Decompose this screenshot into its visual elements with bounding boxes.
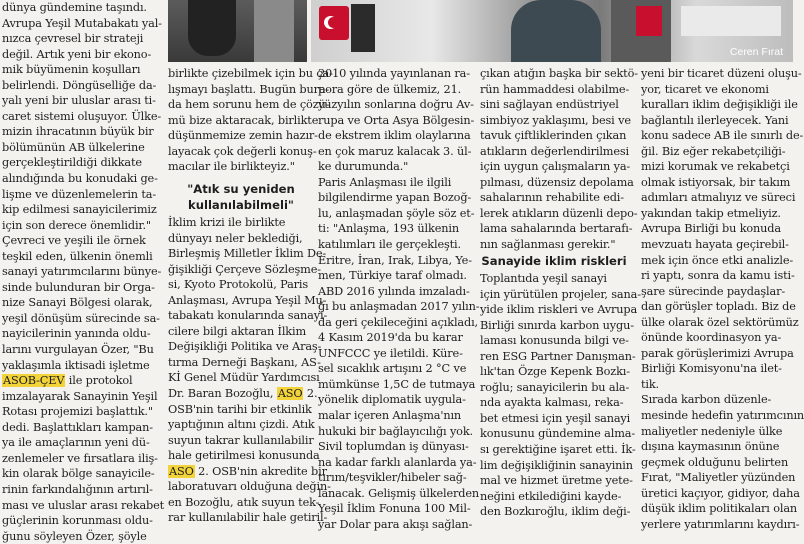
text-line: mevzuatı hayata geçirebil- xyxy=(641,238,789,252)
text-line: lerek atıkların düzenli depo- xyxy=(480,206,638,220)
text-line: yönelik diplomatik uygula- xyxy=(318,393,466,407)
text-line: malar içeren Anlaşma'nın xyxy=(318,409,462,423)
text-line: yor, ticaret ve ekonomi xyxy=(641,82,769,96)
text-line: ri yaptı, sonra da kamu isti- xyxy=(641,269,795,283)
text-line: güçlerinin korunması oldu- xyxy=(2,514,153,528)
text-line: dedi. Başlattıkları kampan- xyxy=(2,420,153,434)
text-line: Sırada karbon düzenle- xyxy=(641,393,772,407)
text-line: ğı bu anlaşmadan 2017 yılın- xyxy=(318,300,480,314)
text-line: bilgilendirme yapan Bozoğ- xyxy=(318,191,472,205)
article-column-1 xyxy=(2,0,165,543)
text-line: Sivil toplumdan iş dünyası- xyxy=(318,440,469,454)
column-3-text-a xyxy=(318,66,480,532)
text-line: dan görüşler topladı. Biz de xyxy=(641,300,796,314)
text-line: suyun takrar kullanılabilir xyxy=(168,433,314,447)
text-line: mümkünse 1,5C de tutmaya xyxy=(318,377,476,391)
column-2-text-a xyxy=(168,66,333,175)
text-line: kip edilmesi sanayicilerimiz xyxy=(2,203,157,217)
text-line: mek için önce etki analizle- xyxy=(641,253,794,267)
text-line: dünyayı neler beklediği, xyxy=(168,231,303,245)
text-line: ması ve uluslar arası rekabet xyxy=(2,498,165,512)
text-line: bet etmesi için yeşil sanayi xyxy=(480,411,631,425)
text-line: ğil. Biz eğer rekabetçiliği- xyxy=(641,144,786,158)
text-line: yalı yeni bir uluslar arası ti- xyxy=(2,94,156,108)
text-line: bağlantılı ilerleyecek. Yani xyxy=(641,113,789,127)
text-line: Toplantıda yeşil sanayi xyxy=(480,272,607,285)
text-line: ti: "Anlaşma, 193 ülkenin xyxy=(318,222,459,236)
article-column-5 xyxy=(641,0,804,531)
text-line: konu sadece AB ile sınırlı de- xyxy=(641,129,804,143)
text-line: atıkların değerlendirilmesi xyxy=(480,144,629,158)
highlight-aso-1: ASO xyxy=(277,387,303,400)
text-line: nda ayakta kalması, reka- xyxy=(480,396,624,410)
text-line: hukuki bir bağlayıcılığı yok. xyxy=(318,424,473,438)
text-line: neğini etkilediğini kayde- xyxy=(480,489,622,503)
text-line: 4 Kasım 2019'da bu karar xyxy=(318,331,463,345)
column-1-highlight-line: ASOB-ÇEV ile protokol xyxy=(3,374,133,388)
text-line: yar Dolar para akışı sağlan- xyxy=(318,517,473,531)
text-line: parak görüşlerimizi Avrupa xyxy=(641,346,794,360)
text-line: belirlendi. Döngüselliğe da- xyxy=(2,78,157,92)
text-line: roğlu; sanayicilerin bu ala- xyxy=(480,380,630,394)
text-line: lık'tan Özge Kepenk Bozkı- xyxy=(480,365,630,379)
text-line: adımları atmalıyız ve süreci xyxy=(641,191,796,205)
text-line: gerçekleştirildiği dikkate xyxy=(2,156,142,170)
subheading-line: "Atık su yeniden xyxy=(187,182,295,196)
text-line: konusunu gündemine alma- xyxy=(480,427,636,441)
text-line: sı gerektiğine işaret etti. İk- xyxy=(480,443,636,457)
text-line: ABD 2016 yılında imzaladı- xyxy=(318,284,470,298)
text-line: mesinde hedefin yatırımcının xyxy=(641,409,804,423)
text-line: yaklaşımla iktisadi işletme xyxy=(2,358,150,372)
text-line: rün hammaddesi olabilme- xyxy=(480,82,630,96)
text-line: için uygun çalışmaların ya- xyxy=(480,160,631,174)
text-line: nın sağlanması gerekir." xyxy=(480,238,616,252)
text-line: lişme ve düzenlemelerin ta- xyxy=(2,187,157,201)
text-line: OSB'nin tarihi bir etkinlik xyxy=(168,402,312,416)
text-line: hale getirilmesi konusunda xyxy=(168,449,320,463)
text-line: macılar ile birlikteyiz." xyxy=(168,160,295,174)
text-line: simbiyoz yaklaşımı, besi ve xyxy=(480,113,631,127)
text-line: mü bize aktaracak, birlikte xyxy=(168,113,319,127)
text-line: lama sahalarında bertarafı- xyxy=(480,222,633,236)
text-line: UNFCCC ye iletildi. Küre- xyxy=(318,346,463,360)
text-line: katılımları ile gerçekleşti. xyxy=(318,238,461,252)
column-4-text-a xyxy=(480,66,638,253)
column-1-text-a xyxy=(2,0,160,373)
column-2-highlight-line-2: ASO 2. OSB'nin akredite bir xyxy=(169,464,327,478)
text-line: mik büyümenin koşulları xyxy=(2,63,141,77)
text-line: tırım/teşvikler/hibeler sağ- xyxy=(318,471,467,485)
text-line: tavuk çiftliklerinden çıkan xyxy=(480,129,627,143)
text-line: çıkan atığın başka bir sektö- xyxy=(480,67,638,80)
text-line: rar kullanılabilir hale getiril- xyxy=(168,511,328,525)
text-line: layacak çok değerli konuş- xyxy=(168,144,317,158)
text-line: değil. Artık yeni bir ekono- xyxy=(2,47,152,61)
text-line: lışmayı başlattı. Bugün bura- xyxy=(168,82,330,96)
text-line: ke durumunda." xyxy=(318,160,409,174)
text-line: zenlemeler ve fırsatlara iliş- xyxy=(2,451,158,465)
text-line: dışına kaymasının önüne xyxy=(641,440,780,454)
text-line: rinin farkındalığının artırıl- xyxy=(2,483,153,497)
article-column-3 xyxy=(318,0,480,531)
text-line: Birliği sınırda karbon uygu- xyxy=(480,318,634,332)
text-line: Birliği Komisyonu'na ilet- xyxy=(641,362,782,376)
text-line: si, Kyoto Protokolü, Paris xyxy=(168,278,309,292)
text-line: laması konusunda bilgi ve- xyxy=(480,334,629,348)
text-line: rupa ve Orta Asya Bölgesin- xyxy=(318,113,475,127)
column-2-highlight-line-1: Dr. Baran Bozoğlu, ASO 2. xyxy=(168,387,318,400)
text-line: kin olarak bölge sanayicile- xyxy=(2,467,155,481)
text-line: İklim krizi ile birlikte xyxy=(168,216,286,229)
text-line: da hem sorunu hem de çözü- xyxy=(168,98,330,112)
text-line: yakından takip etmeliyiz. xyxy=(641,206,781,220)
text-line: laboratuvarı olduğuna değin- xyxy=(168,480,331,494)
text-line: maliyetler nedeniyle ülke xyxy=(641,424,783,438)
text-line: Fırat, "Maliyetler yüzünden xyxy=(641,471,796,485)
text-line: dünya gündemine taşındı. xyxy=(2,1,147,14)
text-line: Avrupa Birliği bu konuda xyxy=(641,222,781,236)
text-line: tırma Derneği Başkanı, AS- xyxy=(168,355,321,369)
text-line: ülke olarak özel sektörümüz xyxy=(641,315,799,329)
column-2-text-b xyxy=(168,215,328,386)
photo-credit: Ceren Fırat xyxy=(729,46,783,58)
text-line: mizi korumak ve rekabetçi xyxy=(641,160,790,174)
column-2-text-d xyxy=(168,479,331,526)
text-line: ren ESG Partner Danışman- xyxy=(480,349,636,363)
text-line: yerlere yatırımlarını kaydırı- xyxy=(641,517,800,531)
text-line: yide iklim riskleri ve Avrupa xyxy=(480,303,638,317)
text-line: yüzyılın sonlarına doğru Av- xyxy=(318,98,474,112)
text-line: Birleşmiş Milletler İklim De- xyxy=(168,247,327,261)
text-line: düşük iklim politikaları olan xyxy=(641,502,798,516)
text-line: nize Sanayi Bölgesi olarak, xyxy=(2,296,153,310)
text-line: ğişikliği Çerçeve Sözleşme- xyxy=(168,262,321,276)
text-line: mizin ihracatının büyük bir xyxy=(2,125,154,139)
text-line: imzalayarak Sanayinin Yeşil xyxy=(2,389,158,403)
text-line: geçmek olduğunu belirten xyxy=(641,455,789,469)
text-line: en çok maruz kalacak 3. ül- xyxy=(318,144,472,158)
text-line: ya ile amaçlarının yeni dü- xyxy=(2,436,150,450)
text-line: mal ve hizmet üretme yete- xyxy=(480,474,633,488)
text-line: Çevreci ve yeşili ile örnek xyxy=(2,234,146,248)
text-line: 2010 yılında yayınlanan ra- xyxy=(318,67,470,80)
text-line: lu, anlaşmadan şöyle söz et- xyxy=(318,206,475,220)
highlight-aso-2: ASO xyxy=(169,464,194,478)
text-line: sel sıcaklık artışını 2 °C ve xyxy=(318,362,467,376)
text-line: olmak istiyorsak, bir takım xyxy=(641,175,791,189)
text-line: ğunu söyleyen Özer, şöyle xyxy=(2,529,147,543)
text-line: cilere bilgi aktaran İlkim xyxy=(168,324,307,338)
text-line: sini sağlayan endüstriyel xyxy=(480,98,619,112)
text-line: teşkil eden, ülkenin önemli xyxy=(2,249,153,263)
text-line: Eritre, İran, Irak, Libya, Ye- xyxy=(318,253,472,267)
column-5-text-a xyxy=(641,66,804,532)
text-line: kuralları iklim değişikliği ile xyxy=(641,98,798,112)
text-line: pora göre de ülkemiz, 21. xyxy=(318,82,462,96)
text-line: sinde bulunduran bir Orga- xyxy=(2,280,155,294)
text-line: Anlaşması, Avrupa Yeşil Mu- xyxy=(168,293,327,307)
text-line: da geri çekileceğini açıkladı, xyxy=(318,315,478,329)
subheading-line: kullanılabilmeli" xyxy=(188,197,294,212)
text-line: Paris Anlaşması ile ilgili xyxy=(318,175,452,189)
text-line: lim değişikliğinin sanayinin xyxy=(480,458,633,472)
text-line: Rotası projemizi başlattık." xyxy=(2,405,153,419)
text-line: Avrupa Yeşil Mutabakatı yal- xyxy=(2,16,162,30)
text-line: önünde koordinasyon ya- xyxy=(641,331,782,345)
text-line: den Bozkıroğlu, iklim deği- xyxy=(480,505,631,519)
text-line: caret sistemi oluşuyor. Ülke- xyxy=(2,109,162,123)
column-2-text-c xyxy=(168,402,320,464)
text-line: men, Türkiye taraf olmadı. xyxy=(318,269,467,283)
text-line: Değişikliği Politika ve Araş- xyxy=(168,340,322,354)
text-line: üretici kaçıyor, gidiyor, daha xyxy=(641,486,800,500)
text-line: tabakatı konularında sanayi- xyxy=(168,309,328,323)
column-4-text-b xyxy=(480,271,641,520)
text-line: yaptığının altını çizdi. Atık xyxy=(168,418,315,432)
subheading-line: Sanayide iklim riskleri xyxy=(481,254,627,268)
text-line: için yürütülen projeler, sana- xyxy=(480,287,641,301)
text-line: de ekstrem iklim olaylarına xyxy=(318,129,471,143)
article-column-4 xyxy=(480,0,641,519)
text-line: alındığında bu konudaki ge- xyxy=(2,172,158,186)
text-line: larını vurgulayan Özer, "Bu xyxy=(2,343,154,357)
text-line: en Bozoğlu, atık suyun tek- xyxy=(168,495,320,509)
text-line: şare sürecinde paydaşlar- xyxy=(641,284,786,298)
article-column-2 xyxy=(168,0,333,525)
text-line: için son derece önemlidir." xyxy=(2,218,151,232)
text-line: düşünmemize zemin hazır- xyxy=(168,129,318,143)
text-line: yeşil dönüşüm sürecinde sa- xyxy=(2,311,160,325)
text-line: sahalarının rehabilite edi- xyxy=(480,191,624,205)
text-line: bölümünün AB ülkelerine xyxy=(2,140,145,154)
highlight-asob-cev: ASOB-ÇEV xyxy=(3,374,65,388)
text-line: nayicilerinin yanında oldu- xyxy=(2,327,151,341)
text-line: sanayi yatırımcılarını bünye- xyxy=(2,265,162,279)
text-line: Kİ Genel Müdür Yardımcısı xyxy=(168,371,320,385)
column-1-text-b xyxy=(2,389,165,544)
text-line: Yeşil İklim Fonuna 100 Mil- xyxy=(318,502,471,516)
text-line: pılması, düzensiz depolama xyxy=(480,175,634,189)
subheading-atik-su xyxy=(168,182,314,213)
text-line: nızca çevresel bir strateji xyxy=(2,32,144,46)
text-line: lanacak. Gelişmiş ülkelerden xyxy=(318,486,480,500)
text-line: na kadar farklı alanlarda ya- xyxy=(318,455,477,469)
text-line: tik. xyxy=(641,377,659,391)
text-line: yeni bir ticaret düzeni oluşu- xyxy=(641,67,802,80)
text-line: birlikte çizebilmek için bu ça- xyxy=(168,67,333,80)
subheading-sanayide-iklim xyxy=(480,254,628,270)
